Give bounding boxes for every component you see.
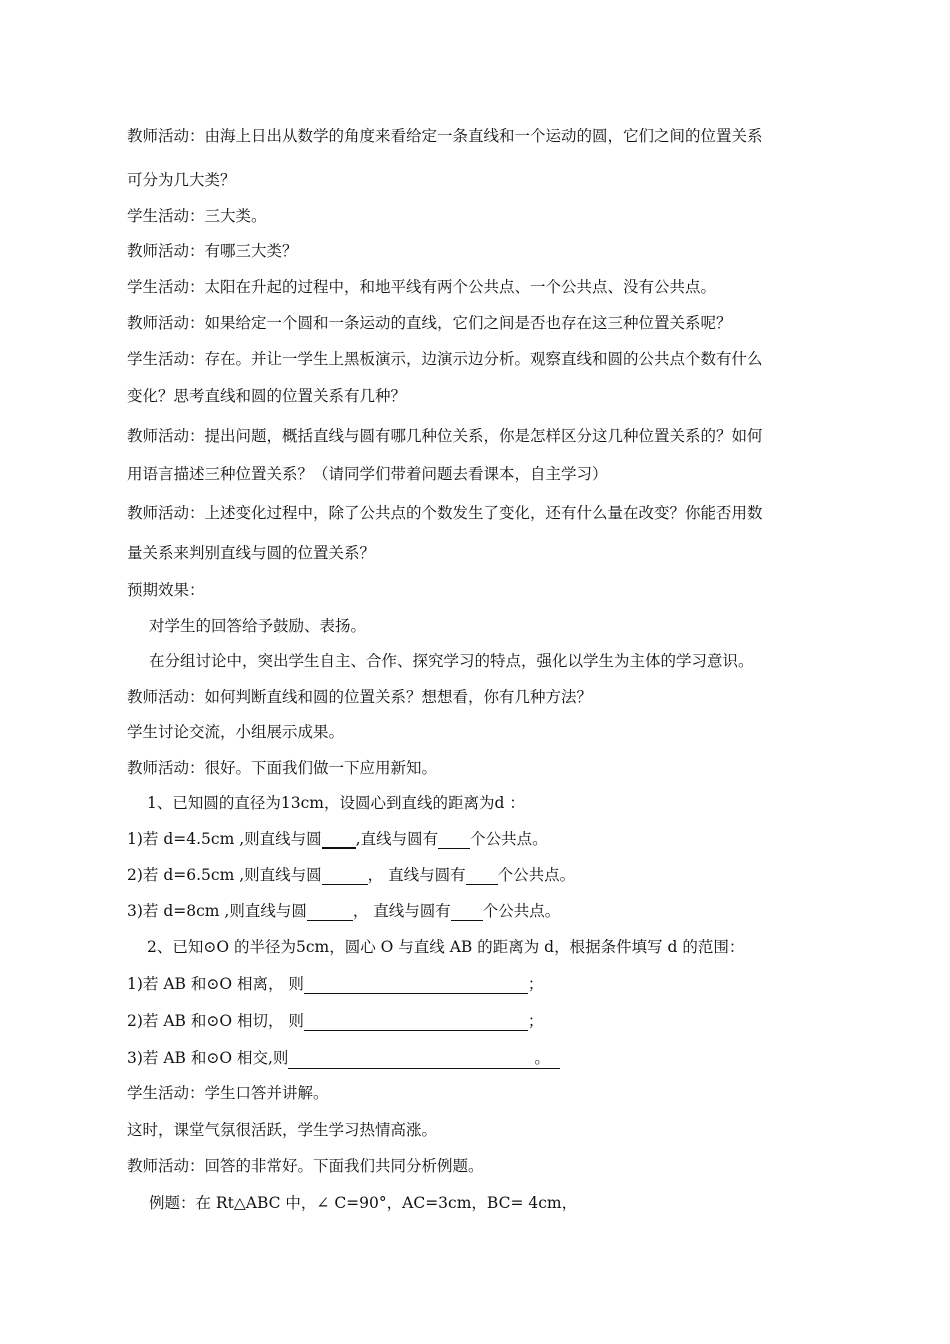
- item-text: 1)若 AB 和⊙O 相离， 则: [127, 975, 304, 993]
- text-line: 教师活动：如果给定一个圆和一条运动的直线，它们之间是否也存在这三种位置关系呢？: [127, 314, 732, 332]
- text-line: 学生活动：学生口答并讲解。: [127, 1084, 329, 1102]
- item-text: 3)若 AB 和⊙O 相交,则: [127, 1049, 289, 1067]
- text-line: 在分组讨论中，突出学生自主、合作、探究学习的特点，强化以学生为主体的学习意识。: [149, 652, 754, 670]
- example-line: 例题：在 Rt△ABC 中，∠ C=90°，AC=3cm，BC= 4cm，: [149, 1194, 578, 1212]
- text-line: 变化？思考直线和圆的位置关系有几种？: [127, 387, 407, 405]
- item-text: 3)若 d=8cm ,则直线与圆: [127, 902, 307, 920]
- answer-blank[interactable]: [304, 1014, 528, 1031]
- item-text: ,直线与圆有: [355, 830, 439, 848]
- answer-blank[interactable]: [466, 868, 498, 885]
- exercise-2-item: [127, 1048, 560, 1069]
- text-line: 可分为几大类？: [127, 171, 236, 189]
- item-text: ；: [527, 1012, 544, 1030]
- item-text: ， 直线与圆有: [352, 902, 451, 920]
- item-text: 个公共点。: [497, 866, 576, 884]
- text-line: 学生活动：三大类。: [127, 207, 267, 225]
- item-text: 个公共点。: [470, 830, 548, 848]
- text-line: 预期效果：: [127, 581, 205, 599]
- exercise-1-item: [127, 829, 548, 849]
- answer-blank[interactable]: [322, 868, 368, 885]
- item-text: 个公共点。: [482, 902, 561, 920]
- answer-blank[interactable]: [322, 831, 356, 849]
- exercise-2-title: 2、已知⊙O 的半径为5cm，圆心 O 与直线 AB 的距离为 d，根据条件填写 d 的范围：: [147, 938, 745, 956]
- item-text: 1)若 d=4.5cm ,则直线与圆: [127, 830, 322, 848]
- text-line: 学生讨论交流，小组展示成果。: [127, 723, 345, 741]
- answer-blank[interactable]: [307, 904, 353, 921]
- exercise-1-item: [127, 901, 560, 921]
- text-line: 这时，课堂气氛很活跃，学生学习热情高涨。: [127, 1121, 438, 1139]
- text-line: 学生活动：太阳在升起的过程中，和地平线有两个公共点、一个公共点、没有公共点。: [127, 278, 717, 296]
- item-text: 2)若 AB 和⊙O 相切， 则: [127, 1012, 304, 1030]
- exercise-2-item: [127, 1011, 543, 1031]
- text-line: 教师活动：有哪三大类？: [127, 242, 298, 260]
- text-line: 教师活动：如何判断直线和圆的位置关系？想想看，你有几种方法？: [127, 688, 593, 706]
- item-text: 2)若 d=6.5cm ,则直线与圆: [127, 866, 322, 884]
- exercise-2-item: [127, 974, 543, 994]
- text-line: 教师活动：很好。下面我们做一下应用新知。: [127, 759, 438, 777]
- answer-blank[interactable]: [451, 904, 483, 921]
- answer-blank[interactable]: [288, 1052, 534, 1069]
- text-line: 学生活动：存在。并让一学生上黑板演示，边演示边分析。观察直线和圆的公共点个数有什么: [127, 350, 763, 368]
- text-line: 教师活动：回答的非常好。下面我们共同分析例题。: [127, 1157, 484, 1175]
- item-text: ， 直线与圆有: [367, 866, 466, 884]
- text-line: 对学生的回答给予鼓励、表扬。: [149, 617, 367, 635]
- exercise-1-item: [127, 865, 575, 885]
- text-line: 教师活动：提出问题，概括直线与圆有哪几种位关系，你是怎样区分这几种位置关系的？如何: [127, 427, 763, 445]
- text-line: 用语言描述三种位置关系？（请同学们带着问题去看课本，自主学习）: [127, 465, 608, 483]
- item-text: ；: [527, 975, 544, 993]
- text-line: 教师活动：上述变化过程中，除了公共点的个数发生了变化，还有什么量在改变？你能否用数: [127, 504, 763, 522]
- answer-blank[interactable]: [438, 832, 470, 849]
- text-line: 量关系来判别直线与圆的位置关系？: [127, 544, 376, 562]
- answer-blank[interactable]: [304, 977, 528, 994]
- item-text: 。: [534, 1048, 560, 1069]
- text-line: 教师活动：由海上日出从数学的角度来看给定一条直线和一个运动的圆，它们之间的位置关系: [127, 127, 763, 145]
- exercise-1-title: 1、已知圆的直径为13cm，设圆心到直线的距离为d ：: [147, 794, 525, 812]
